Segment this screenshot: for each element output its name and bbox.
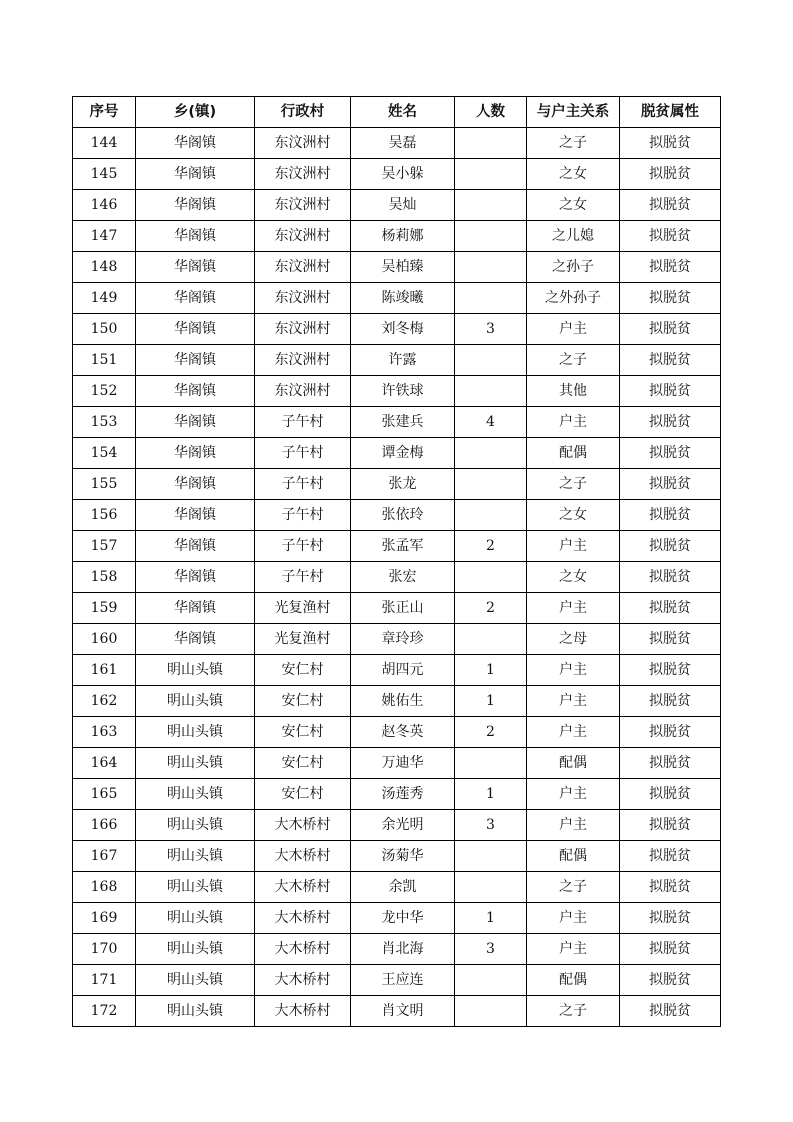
cell-poverty-status: 拟脱贫 xyxy=(620,841,721,872)
cell-township: 华阁镇 xyxy=(136,159,255,190)
cell-township: 华阁镇 xyxy=(136,407,255,438)
cell-township: 华阁镇 xyxy=(136,314,255,345)
cell-village: 子午村 xyxy=(255,500,351,531)
cell-relation-to-head: 之子 xyxy=(527,345,620,376)
cell-township: 明山头镇 xyxy=(136,748,255,779)
cell-poverty-status: 拟脱贫 xyxy=(620,779,721,810)
cell-poverty-status: 拟脱贫 xyxy=(620,314,721,345)
cell-township: 华阁镇 xyxy=(136,283,255,314)
cell-relation-to-head: 户主 xyxy=(527,407,620,438)
cell-household-size: 1 xyxy=(455,686,527,717)
table-row xyxy=(73,779,721,810)
cell-poverty-status: 拟脱贫 xyxy=(620,469,721,500)
cell-serial-number: 152 xyxy=(73,376,136,407)
cell-relation-to-head: 之子 xyxy=(527,996,620,1027)
table-row xyxy=(73,283,721,314)
cell-poverty-status: 拟脱贫 xyxy=(620,810,721,841)
cell-household-size xyxy=(455,562,527,593)
cell-township: 明山头镇 xyxy=(136,779,255,810)
cell-serial-number: 164 xyxy=(73,748,136,779)
cell-name: 万迪华 xyxy=(351,748,455,779)
table-row xyxy=(73,190,721,221)
cell-name: 张建兵 xyxy=(351,407,455,438)
cell-name: 余凯 xyxy=(351,872,455,903)
cell-township: 华阁镇 xyxy=(136,345,255,376)
cell-relation-to-head: 配偶 xyxy=(527,438,620,469)
table-row xyxy=(73,500,721,531)
cell-township: 明山头镇 xyxy=(136,903,255,934)
cell-name: 张正山 xyxy=(351,593,455,624)
cell-village: 子午村 xyxy=(255,407,351,438)
table-row xyxy=(73,438,721,469)
cell-poverty-status: 拟脱贫 xyxy=(620,593,721,624)
cell-name: 章玲珍 xyxy=(351,624,455,655)
table-row xyxy=(73,562,721,593)
cell-serial-number: 147 xyxy=(73,221,136,252)
cell-serial-number: 166 xyxy=(73,810,136,841)
cell-serial-number: 157 xyxy=(73,531,136,562)
cell-township: 明山头镇 xyxy=(136,934,255,965)
cell-name: 吴小躲 xyxy=(351,159,455,190)
poverty-roster-table xyxy=(72,96,721,1027)
cell-relation-to-head: 配偶 xyxy=(527,748,620,779)
cell-relation-to-head: 户主 xyxy=(527,314,620,345)
cell-relation-to-head: 户主 xyxy=(527,655,620,686)
cell-serial-number: 149 xyxy=(73,283,136,314)
table-row xyxy=(73,221,721,252)
cell-village: 安仁村 xyxy=(255,686,351,717)
table-row xyxy=(73,345,721,376)
cell-household-size: 4 xyxy=(455,407,527,438)
cell-serial-number: 170 xyxy=(73,934,136,965)
table-body xyxy=(73,128,721,1027)
cell-village: 东汶洲村 xyxy=(255,128,351,159)
cell-poverty-status: 拟脱贫 xyxy=(620,221,721,252)
cell-township: 明山头镇 xyxy=(136,655,255,686)
table-row xyxy=(73,810,721,841)
table-row xyxy=(73,996,721,1027)
cell-name: 许铁球 xyxy=(351,376,455,407)
cell-township: 明山头镇 xyxy=(136,965,255,996)
cell-serial-number: 165 xyxy=(73,779,136,810)
cell-relation-to-head: 之外孙子 xyxy=(527,283,620,314)
cell-township: 明山头镇 xyxy=(136,996,255,1027)
cell-poverty-status: 拟脱贫 xyxy=(620,996,721,1027)
cell-household-size xyxy=(455,438,527,469)
cell-name: 胡四元 xyxy=(351,655,455,686)
cell-relation-to-head: 之子 xyxy=(527,128,620,159)
cell-serial-number: 144 xyxy=(73,128,136,159)
cell-relation-to-head: 户主 xyxy=(527,934,620,965)
table-row xyxy=(73,252,721,283)
cell-village: 大木桥村 xyxy=(255,934,351,965)
cell-serial-number: 155 xyxy=(73,469,136,500)
header-poverty-status: 脱贫属性 xyxy=(620,97,721,128)
cell-relation-to-head: 之母 xyxy=(527,624,620,655)
cell-poverty-status: 拟脱贫 xyxy=(620,531,721,562)
table-row xyxy=(73,407,721,438)
cell-household-size: 3 xyxy=(455,314,527,345)
cell-household-size: 1 xyxy=(455,903,527,934)
table-row xyxy=(73,314,721,345)
cell-poverty-status: 拟脱贫 xyxy=(620,128,721,159)
cell-village: 大木桥村 xyxy=(255,872,351,903)
cell-township: 华阁镇 xyxy=(136,531,255,562)
cell-serial-number: 169 xyxy=(73,903,136,934)
cell-serial-number: 150 xyxy=(73,314,136,345)
cell-household-size xyxy=(455,283,527,314)
cell-township: 华阁镇 xyxy=(136,593,255,624)
cell-name: 龙中华 xyxy=(351,903,455,934)
cell-name: 余光明 xyxy=(351,810,455,841)
cell-village: 大木桥村 xyxy=(255,841,351,872)
cell-name: 肖文明 xyxy=(351,996,455,1027)
cell-township: 明山头镇 xyxy=(136,872,255,903)
header-relation-to-head: 与户主关系 xyxy=(527,97,620,128)
cell-serial-number: 168 xyxy=(73,872,136,903)
cell-village: 东汶洲村 xyxy=(255,190,351,221)
cell-relation-to-head: 户主 xyxy=(527,717,620,748)
cell-serial-number: 146 xyxy=(73,190,136,221)
cell-poverty-status: 拟脱贫 xyxy=(620,159,721,190)
cell-relation-to-head: 之孙子 xyxy=(527,252,620,283)
cell-village: 东汶洲村 xyxy=(255,159,351,190)
cell-village: 光复渔村 xyxy=(255,593,351,624)
cell-household-size xyxy=(455,965,527,996)
table-row xyxy=(73,748,721,779)
cell-household-size xyxy=(455,996,527,1027)
cell-relation-to-head: 之子 xyxy=(527,872,620,903)
cell-township: 明山头镇 xyxy=(136,717,255,748)
cell-poverty-status: 拟脱贫 xyxy=(620,562,721,593)
cell-serial-number: 153 xyxy=(73,407,136,438)
cell-relation-to-head: 之儿媳 xyxy=(527,221,620,252)
cell-serial-number: 161 xyxy=(73,655,136,686)
cell-household-size xyxy=(455,841,527,872)
cell-name: 张宏 xyxy=(351,562,455,593)
cell-poverty-status: 拟脱贫 xyxy=(620,190,721,221)
cell-name: 张孟军 xyxy=(351,531,455,562)
cell-relation-to-head: 之女 xyxy=(527,562,620,593)
cell-serial-number: 162 xyxy=(73,686,136,717)
cell-poverty-status: 拟脱贫 xyxy=(620,345,721,376)
cell-name: 刘冬梅 xyxy=(351,314,455,345)
cell-name: 许露 xyxy=(351,345,455,376)
cell-household-size xyxy=(455,469,527,500)
cell-serial-number: 167 xyxy=(73,841,136,872)
cell-relation-to-head: 之女 xyxy=(527,159,620,190)
cell-serial-number: 172 xyxy=(73,996,136,1027)
cell-poverty-status: 拟脱贫 xyxy=(620,438,721,469)
cell-village: 东汶洲村 xyxy=(255,283,351,314)
cell-household-size xyxy=(455,252,527,283)
cell-relation-to-head: 户主 xyxy=(527,593,620,624)
header-name: 姓名 xyxy=(351,97,455,128)
header-household-size: 人数 xyxy=(455,97,527,128)
cell-household-size: 3 xyxy=(455,934,527,965)
cell-name: 汤莲秀 xyxy=(351,779,455,810)
table-row xyxy=(73,872,721,903)
cell-household-size: 2 xyxy=(455,531,527,562)
cell-township: 华阁镇 xyxy=(136,128,255,159)
cell-township: 华阁镇 xyxy=(136,376,255,407)
header-serial-number: 序号 xyxy=(73,97,136,128)
cell-relation-to-head: 户主 xyxy=(527,903,620,934)
cell-township: 华阁镇 xyxy=(136,562,255,593)
cell-township: 明山头镇 xyxy=(136,686,255,717)
cell-poverty-status: 拟脱贫 xyxy=(620,376,721,407)
table-row xyxy=(73,531,721,562)
header-township: 乡(镇) xyxy=(136,97,255,128)
cell-name: 吴柏臻 xyxy=(351,252,455,283)
cell-serial-number: 148 xyxy=(73,252,136,283)
cell-poverty-status: 拟脱贫 xyxy=(620,872,721,903)
table-row xyxy=(73,965,721,996)
cell-village: 大木桥村 xyxy=(255,810,351,841)
cell-township: 华阁镇 xyxy=(136,469,255,500)
cell-relation-to-head: 户主 xyxy=(527,779,620,810)
cell-serial-number: 158 xyxy=(73,562,136,593)
cell-village: 安仁村 xyxy=(255,717,351,748)
cell-township: 华阁镇 xyxy=(136,221,255,252)
cell-household-size: 1 xyxy=(455,655,527,686)
cell-village: 东汶洲村 xyxy=(255,252,351,283)
cell-village: 安仁村 xyxy=(255,779,351,810)
cell-name: 张依玲 xyxy=(351,500,455,531)
table-header xyxy=(73,97,721,128)
cell-poverty-status: 拟脱贫 xyxy=(620,407,721,438)
cell-relation-to-head: 配偶 xyxy=(527,965,620,996)
cell-poverty-status: 拟脱贫 xyxy=(620,965,721,996)
table-row xyxy=(73,624,721,655)
cell-poverty-status: 拟脱贫 xyxy=(620,748,721,779)
cell-village: 东汶洲村 xyxy=(255,345,351,376)
cell-name: 杨莉娜 xyxy=(351,221,455,252)
cell-name: 王应连 xyxy=(351,965,455,996)
cell-township: 明山头镇 xyxy=(136,841,255,872)
cell-household-size: 3 xyxy=(455,810,527,841)
table-row xyxy=(73,159,721,190)
cell-serial-number: 156 xyxy=(73,500,136,531)
header-village: 行政村 xyxy=(255,97,351,128)
cell-village: 安仁村 xyxy=(255,655,351,686)
cell-relation-to-head: 之女 xyxy=(527,190,620,221)
cell-poverty-status: 拟脱贫 xyxy=(620,500,721,531)
cell-serial-number: 145 xyxy=(73,159,136,190)
cell-village: 大木桥村 xyxy=(255,965,351,996)
cell-village: 子午村 xyxy=(255,562,351,593)
cell-household-size: 2 xyxy=(455,717,527,748)
cell-relation-to-head: 之子 xyxy=(527,469,620,500)
cell-household-size xyxy=(455,872,527,903)
cell-township: 华阁镇 xyxy=(136,438,255,469)
cell-relation-to-head: 户主 xyxy=(527,686,620,717)
cell-name: 张龙 xyxy=(351,469,455,500)
cell-relation-to-head: 配偶 xyxy=(527,841,620,872)
cell-village: 子午村 xyxy=(255,438,351,469)
table-row xyxy=(73,469,721,500)
cell-household-size xyxy=(455,345,527,376)
cell-serial-number: 151 xyxy=(73,345,136,376)
cell-poverty-status: 拟脱贫 xyxy=(620,903,721,934)
cell-township: 华阁镇 xyxy=(136,624,255,655)
cell-name: 赵冬英 xyxy=(351,717,455,748)
header-row xyxy=(73,97,721,128)
cell-relation-to-head: 之女 xyxy=(527,500,620,531)
cell-name: 汤菊华 xyxy=(351,841,455,872)
cell-township: 华阁镇 xyxy=(136,252,255,283)
cell-serial-number: 171 xyxy=(73,965,136,996)
cell-relation-to-head: 户主 xyxy=(527,531,620,562)
cell-poverty-status: 拟脱贫 xyxy=(620,717,721,748)
cell-village: 东汶洲村 xyxy=(255,314,351,345)
cell-name: 陈竣曦 xyxy=(351,283,455,314)
table-row xyxy=(73,903,721,934)
cell-household-size xyxy=(455,376,527,407)
cell-household-size xyxy=(455,128,527,159)
cell-poverty-status: 拟脱贫 xyxy=(620,624,721,655)
table-row xyxy=(73,593,721,624)
cell-poverty-status: 拟脱贫 xyxy=(620,686,721,717)
cell-poverty-status: 拟脱贫 xyxy=(620,655,721,686)
table-row xyxy=(73,655,721,686)
cell-name: 肖北海 xyxy=(351,934,455,965)
cell-household-size xyxy=(455,500,527,531)
cell-poverty-status: 拟脱贫 xyxy=(620,252,721,283)
cell-name: 吴磊 xyxy=(351,128,455,159)
cell-household-size xyxy=(455,748,527,779)
cell-poverty-status: 拟脱贫 xyxy=(620,283,721,314)
cell-serial-number: 160 xyxy=(73,624,136,655)
cell-household-size xyxy=(455,190,527,221)
cell-village: 光复渔村 xyxy=(255,624,351,655)
cell-serial-number: 163 xyxy=(73,717,136,748)
table-row xyxy=(73,686,721,717)
cell-serial-number: 154 xyxy=(73,438,136,469)
table-row xyxy=(73,128,721,159)
cell-name: 谭金梅 xyxy=(351,438,455,469)
table-row xyxy=(73,376,721,407)
cell-village: 东汶洲村 xyxy=(255,221,351,252)
cell-household-size xyxy=(455,624,527,655)
cell-household-size xyxy=(455,159,527,190)
cell-household-size: 2 xyxy=(455,593,527,624)
cell-name: 吴灿 xyxy=(351,190,455,221)
cell-relation-to-head: 其他 xyxy=(527,376,620,407)
cell-serial-number: 159 xyxy=(73,593,136,624)
cell-relation-to-head: 户主 xyxy=(527,810,620,841)
cell-village: 大木桥村 xyxy=(255,903,351,934)
table-row xyxy=(73,934,721,965)
cell-township: 华阁镇 xyxy=(136,500,255,531)
cell-name: 姚佑生 xyxy=(351,686,455,717)
cell-village: 安仁村 xyxy=(255,748,351,779)
cell-poverty-status: 拟脱贫 xyxy=(620,934,721,965)
cell-village: 东汶洲村 xyxy=(255,376,351,407)
cell-household-size xyxy=(455,221,527,252)
cell-village: 大木桥村 xyxy=(255,996,351,1027)
table-row xyxy=(73,841,721,872)
cell-household-size: 1 xyxy=(455,779,527,810)
cell-village: 子午村 xyxy=(255,531,351,562)
cell-township: 明山头镇 xyxy=(136,810,255,841)
cell-village: 子午村 xyxy=(255,469,351,500)
cell-township: 华阁镇 xyxy=(136,190,255,221)
table-row xyxy=(73,717,721,748)
